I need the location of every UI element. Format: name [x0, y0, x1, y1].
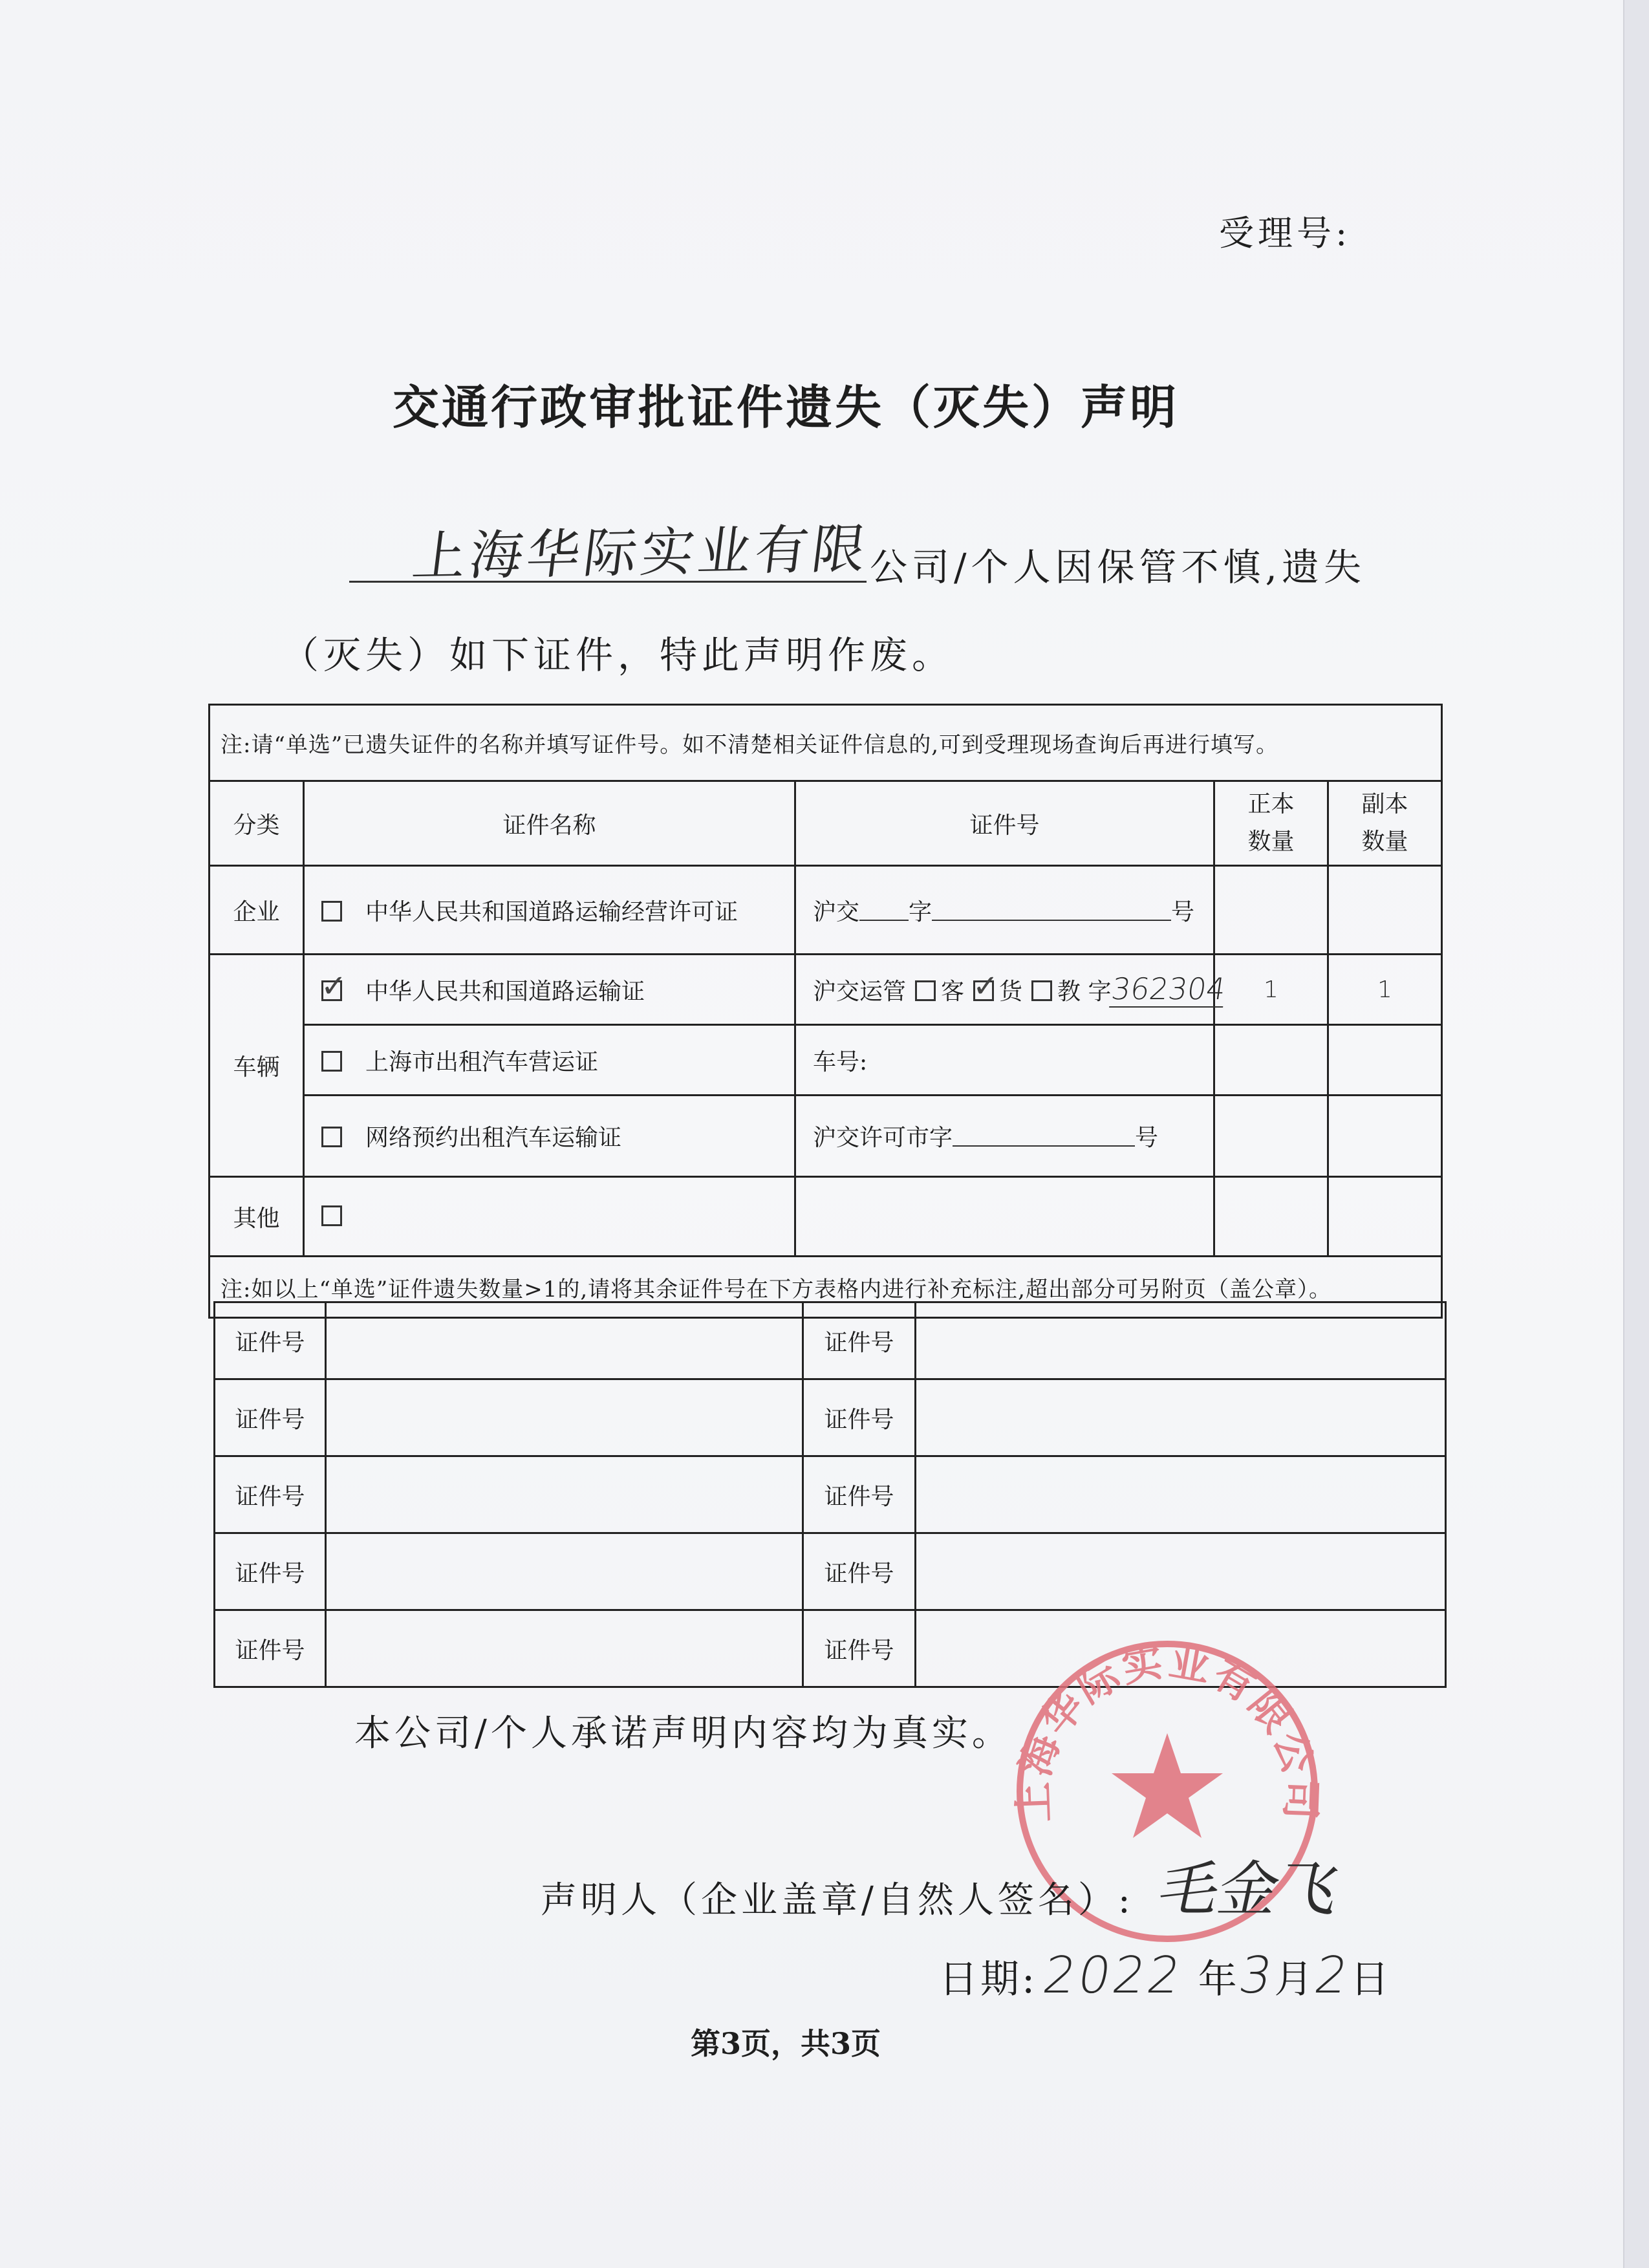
- date-year: 2022: [1039, 1947, 1188, 2005]
- cert-number-input[interactable]: [326, 1610, 803, 1687]
- header-category: 分类: [210, 781, 304, 866]
- supplement-row: [215, 1379, 1446, 1456]
- table-row-enterprise: [210, 866, 1442, 955]
- page-indicator-text: 第3页，共3页: [690, 2026, 881, 2061]
- cert-number-label: 证件号: [803, 1302, 916, 1379]
- cert-name-cell: [304, 1177, 795, 1257]
- cert-number-label: 证件号: [215, 1302, 326, 1379]
- supplement-row: [215, 1302, 1446, 1379]
- date-day: 2: [1310, 1947, 1355, 2005]
- select-checkbox[interactable]: [321, 1127, 342, 1147]
- month-char: 月: [1274, 1957, 1316, 2002]
- option-checkbox[interactable]: [915, 980, 936, 1001]
- table-row-vehicle-2: [210, 1025, 1442, 1096]
- cert-number-prefix: 沪交许可市字: [813, 1125, 953, 1151]
- document-title: [0, 370, 1649, 437]
- cert-number-cell: [795, 1096, 1214, 1177]
- cert-number-cell: [795, 1025, 1214, 1096]
- header-copy-qty-line1: 副本: [1361, 791, 1408, 817]
- header-original-qty: [1214, 781, 1328, 866]
- cert-number-label: 证件号: [803, 1533, 916, 1610]
- commitment-statement: 本公司/个人承诺声明内容均为真实。: [354, 1712, 1012, 1755]
- copy-qty-cell[interactable]: 1: [1328, 955, 1442, 1025]
- select-checkbox-checked[interactable]: [321, 967, 347, 1004]
- cert-number-input[interactable]: [916, 1302, 1446, 1379]
- original-qty-cell[interactable]: [1214, 866, 1328, 955]
- company-name-handwritten: 上海华际实业有限: [409, 518, 873, 589]
- declaration-line-1: 公司/个人因保管不慎,遗失: [870, 545, 1366, 589]
- cert-name-cell: [304, 1096, 795, 1177]
- year-char: 年: [1198, 1957, 1240, 2002]
- declarant-signature: 毛金飞: [1152, 1855, 1346, 1924]
- table-row-other: [210, 1177, 1442, 1257]
- seal-star-icon: [1112, 1733, 1223, 1838]
- cert-number-label: 证件号: [803, 1610, 916, 1687]
- header-number: 证件号: [795, 781, 1214, 866]
- original-qty-cell[interactable]: 1: [1214, 955, 1328, 1025]
- option-label: 货: [999, 978, 1023, 1005]
- cert-number-prefix: 沪交运管: [813, 978, 907, 1005]
- option-checkbox-checked[interactable]: [973, 968, 999, 1004]
- cert-number-input[interactable]: [326, 1379, 803, 1456]
- category-other: 其他: [210, 1177, 304, 1257]
- cert-name-label: 中华人民共和国道路运输证: [365, 978, 645, 1005]
- cert-number-label: 证件号: [803, 1379, 916, 1456]
- select-checkbox[interactable]: [321, 901, 342, 922]
- copy-qty-cell[interactable]: [1328, 1096, 1442, 1177]
- cert-name-cell: [304, 866, 795, 955]
- original-qty-cell[interactable]: [1214, 1096, 1328, 1177]
- option-label: 客: [941, 978, 965, 1005]
- cert-number-label: 证件号: [215, 1379, 326, 1456]
- cert-number-label: 证件号: [215, 1533, 326, 1610]
- supplement-row: [215, 1456, 1446, 1533]
- check-mark-icon: ✓: [973, 968, 999, 1004]
- cert-number-suffix: 号: [1171, 898, 1195, 925]
- date-month: 3: [1234, 1947, 1280, 2005]
- cert-name-label: 中华人民共和国道路运输经营许可证: [365, 898, 738, 925]
- check-mark-icon: ✓: [321, 967, 347, 1004]
- select-checkbox[interactable]: [321, 1051, 342, 1072]
- cert-name-label: 网络预约出租汽车运输证: [365, 1125, 622, 1151]
- copy-qty-cell[interactable]: [1328, 1177, 1442, 1257]
- declaration-line-2: （灭失）如下证件，特此声明作废。: [281, 633, 954, 677]
- option-checkbox[interactable]: [1031, 980, 1052, 1001]
- header-name: 证件名称: [304, 781, 795, 866]
- cert-number-cell: [795, 955, 1228, 1025]
- table-row-vehicle-3: [210, 1096, 1442, 1177]
- cert-number-label: 证件号: [803, 1456, 916, 1533]
- cert-name-cell: [304, 1025, 795, 1096]
- table-header-row: [210, 781, 1442, 866]
- accept-number-label: 受理号:: [1219, 213, 1352, 254]
- table-note-row: [210, 705, 1442, 781]
- day-char: 日: [1350, 1957, 1392, 2002]
- supplement-note: 注:如以上“单选”证件遗失数量>1的,请将其余证件号在下方表格内进行补充标注,超出部分可另附页（盖公章）。: [210, 1257, 1442, 1318]
- cert-number-prefix: 沪交: [813, 898, 860, 925]
- cert-number-cell: [795, 866, 1214, 955]
- cert-number-label: 证件号: [215, 1456, 326, 1533]
- cert-number-input[interactable]: [916, 1379, 1446, 1456]
- cert-number-input[interactable]: [916, 1456, 1446, 1533]
- seal-text-path: 上海华际实业有限公司: [1009, 1637, 1326, 1823]
- cert-number-input[interactable]: [916, 1533, 1446, 1610]
- cert-number-suffix: 号: [1135, 1125, 1159, 1151]
- cert-number-mid: 字: [909, 898, 932, 925]
- original-qty-cell[interactable]: [1214, 1025, 1328, 1096]
- copy-qty-cell[interactable]: [1328, 1025, 1442, 1096]
- cert-name-cell: [304, 955, 795, 1025]
- cert-name-label: 上海市出租汽车营运证: [365, 1048, 599, 1075]
- cert-number-mid: 字: [1088, 978, 1112, 1005]
- blank-line[interactable]: [859, 900, 909, 921]
- blank-line[interactable]: [932, 900, 1171, 921]
- option-label: 教: [1057, 978, 1081, 1005]
- table-note: 注:请“单选”已遗失证件的名称并填写证件号。如不清楚相关证件信息的,可到受理现场查询后再进行填写。: [210, 705, 1442, 781]
- cert-number-label: 车号:: [813, 1048, 868, 1075]
- header-original-qty-line2: 数量: [1247, 828, 1295, 855]
- original-qty-cell[interactable]: [1214, 1177, 1328, 1257]
- cert-number-input[interactable]: [326, 1456, 803, 1533]
- date-label: 日期:: [939, 1957, 1038, 2002]
- cert-number-label: 证件号: [215, 1610, 326, 1687]
- cert-number-cell[interactable]: [795, 1177, 1214, 1257]
- cert-number-handwritten: 362304: [1108, 971, 1228, 1006]
- declarant-label: 声明人（企业盖章/自然人签名）:: [541, 1879, 1134, 1921]
- cert-number-input[interactable]: [326, 1302, 803, 1379]
- copy-qty-cell[interactable]: [1328, 866, 1442, 955]
- category-enterprise: 企业: [210, 866, 304, 955]
- page-indicator: [0, 2020, 1649, 2063]
- header-copy-qty-line2: 数量: [1361, 828, 1408, 855]
- page-edge: [1623, 0, 1649, 2268]
- header-original-qty-line1: 正本: [1247, 791, 1295, 817]
- supplement-row: [215, 1533, 1446, 1610]
- header-copy-qty: [1328, 781, 1442, 866]
- cert-number-input[interactable]: [326, 1533, 803, 1610]
- select-checkbox[interactable]: [321, 1205, 342, 1226]
- date-line: [939, 1947, 1392, 2005]
- document-title-text: 交通行政审批证件遗失（灭失）声明: [392, 380, 1179, 435]
- blank-line[interactable]: [953, 1126, 1135, 1147]
- certificate-table: [208, 704, 1441, 1319]
- company-fill-line: [349, 581, 867, 583]
- category-vehicle: 车辆: [210, 955, 304, 1177]
- table-row-vehicle-1: [210, 955, 1442, 1025]
